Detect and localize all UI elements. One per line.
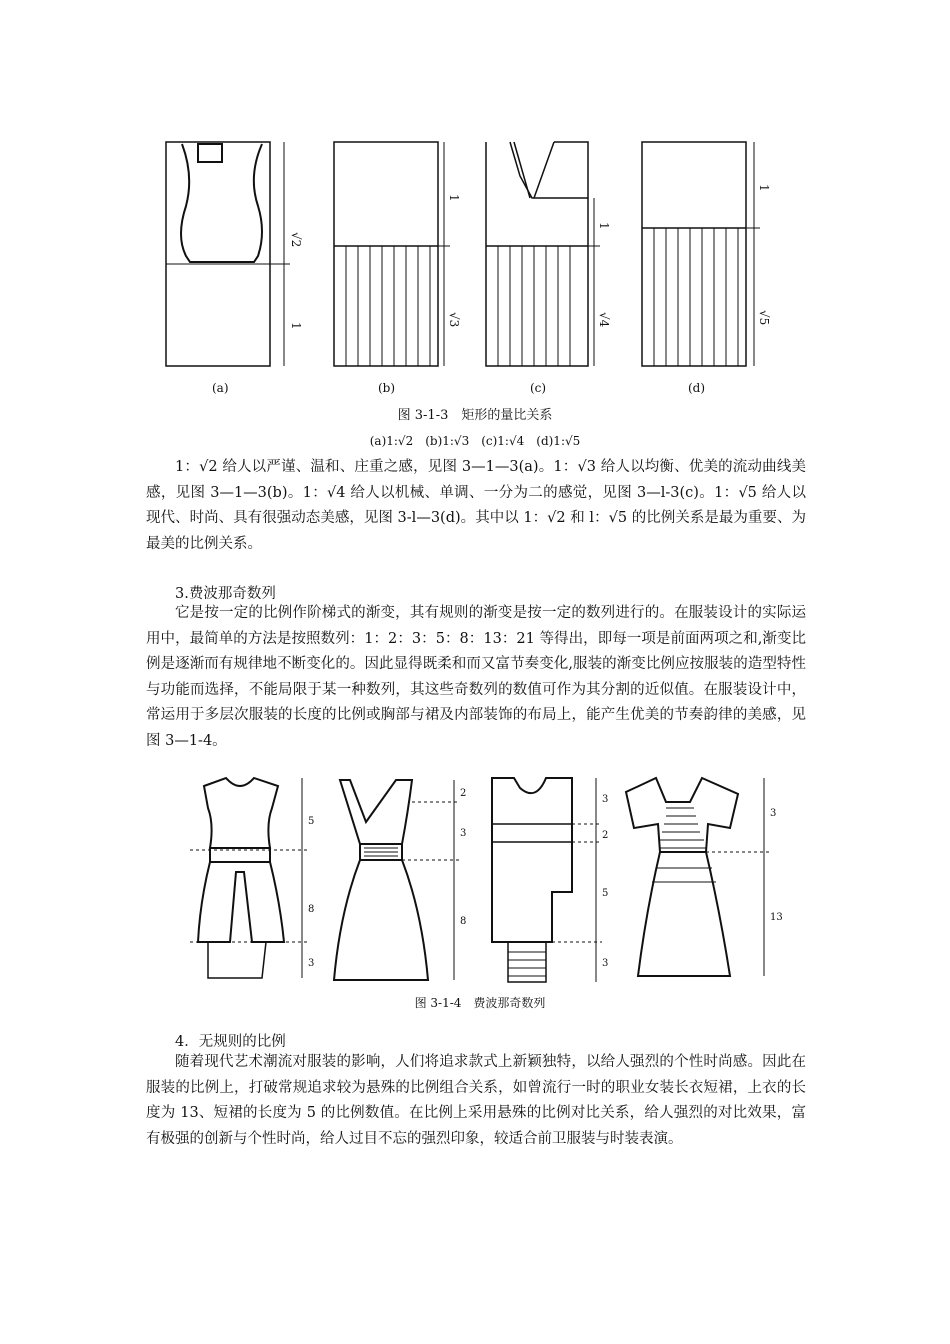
panel-c-drawing (486, 142, 600, 366)
panel-a-mark-2: 1 (289, 322, 303, 330)
figure-3-1-3-caption: 图 3-1-3 矩形的量比关系 (397, 408, 553, 423)
panel-a-label: (a) (212, 381, 229, 395)
panel-c-label: (c) (530, 381, 547, 395)
figure-3-1-4-caption: 图 3-1-4 费波那奇数列 (414, 996, 546, 1010)
dress-1-mark-3: 3 (308, 958, 315, 969)
dress-3-mark-2: 2 (602, 830, 609, 841)
panel-d-label: (d) (688, 381, 706, 395)
figure-3-1-3 (160, 136, 800, 406)
figure-3-1-4 (190, 772, 790, 990)
panel-a-drawing (166, 142, 290, 366)
dress-3-mark-4: 3 (602, 958, 609, 969)
paragraph-irregular-ratio: 随着现代艺术潮流对服装的影响，人们将追求款式上新颖独特，以给人强烈的个性时尚感。因此在服装的比例上，打破常规追求较为悬殊的比例组合关系，如曾流行一时的职业女装长衣短裙，上衣的长度为 13、短裙的长度为 5 的比例数值。在比例上采用悬殊的比例对比关系，给人强烈的对比效果，富有极强的创新与个性时尚，给人过目不忘的强烈印象，较适合前卫服装与时装表演。 (146, 1054, 806, 1147)
panel-a-mark-1: √2 (289, 232, 303, 248)
dress-1-mark-1: 5 (308, 816, 315, 827)
dress-2-mark-1: 2 (460, 788, 467, 799)
section-heading-irregular-ratio: 4．无规则的比例 (175, 1034, 286, 1050)
dress-4-mark-1: 3 (770, 808, 777, 819)
panel-b-label: (b) (378, 381, 396, 395)
panel-d-drawing (642, 142, 760, 366)
dress-1-drawing (190, 778, 308, 978)
dress-3-drawing (492, 778, 602, 982)
dress-4-drawing (626, 778, 770, 976)
dress-3-mark-1: 3 (602, 794, 609, 805)
panel-b-mark-2: √3 (447, 312, 461, 328)
panel-c-mark-2: √4 (597, 312, 611, 328)
dress-2-drawing (334, 780, 460, 980)
panel-b-drawing (334, 142, 450, 366)
panel-d-mark-1: 1 (757, 184, 771, 192)
paragraph-ratio-description: 1：√2 给人以严谨、温和、庄重之感，见图 3—1—3(a)。1：√3 给人以均衡、优美的流动曲线美感，见图 3—1—3(b)。1：√4 给人以机械、单调、一分为二的感觉，见图 3—l-3(c)。1：√5 给人以现代、时尚、具有很强动态美感，见图 3-l—3(d)。其中以 1：√2 和 l：√5 的比例关系是最为重要、为最美的比例关系。 (146, 459, 806, 552)
panel-b-mark-1: 1 (447, 194, 461, 202)
dress-2-mark-2: 3 (460, 828, 467, 839)
dress-1-mark-2: 8 (308, 904, 315, 915)
panel-d-mark-2: √5 (757, 310, 771, 326)
dress-2-mark-3: 8 (460, 916, 467, 927)
section-heading-fibonacci: 3.费波那奇数列 (175, 586, 276, 602)
figure-3-1-3-subcaption: (a)1:√2 (b)1:√3 (c)1:√4 (d)1:√5 (369, 434, 581, 448)
dress-3-mark-3: 5 (602, 888, 609, 899)
panel-c-mark-1: 1 (597, 222, 611, 230)
paragraph-fibonacci: 它是按一定的比例作阶梯式的渐变，其有规则的渐变是按一定的数列进行的。在服装设计的实际运用中，最简单的方法是按照数列：1：2：3：5：8：13：21 等得出，即每一项是前面两项之和,渐变比例是逐渐而有规律地不断变化的。因此显得既柔和而又富节奏变化,服装的渐变比例应按服装的造型特性与功能而选择，不能局限于某一种数列，其这些奇数列的数值可作为其分割的近似值。在服装设计中，常运用于多层次服装的长度的比例或胸部与裙及内部装饰的布局上，能产生优美的节奏韵律的美感，见图 3—1-4。 (146, 605, 806, 749)
dress-4-mark-2: 13 (770, 912, 783, 923)
